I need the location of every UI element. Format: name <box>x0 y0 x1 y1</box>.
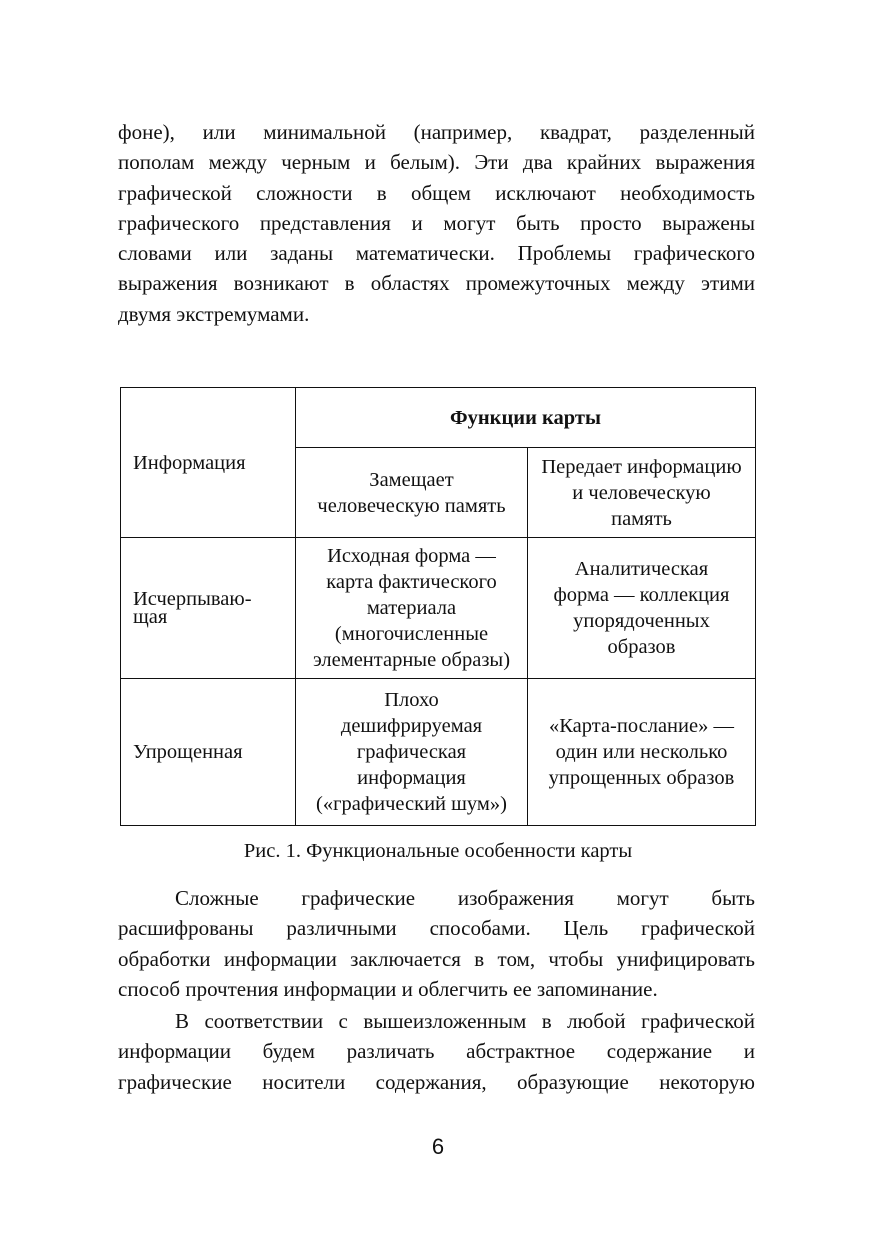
header-cell <box>296 388 756 448</box>
page-number: 6 <box>431 1134 445 1159</box>
column-header-1 <box>296 448 528 538</box>
cell-line: дешифрируемая <box>340 715 483 737</box>
paragraph-1 <box>118 117 755 329</box>
cell-line: один или несколько <box>555 741 728 763</box>
map-functions-table <box>120 387 756 826</box>
cell-line: и человеческую <box>572 481 711 504</box>
text-line: фоне), или минимальной (например, квадрат, разделенный <box>118 120 755 144</box>
cell-line: Передает информацию <box>541 455 742 478</box>
row-label <box>121 538 296 679</box>
text-line: графического представления и могут быть просто выражены <box>118 210 755 235</box>
text-line: способ прочтения информации и облегчить ее запоминание. <box>118 976 658 1001</box>
cell-line: графическая <box>356 741 467 763</box>
cell-line: Замещает <box>369 468 454 491</box>
cell-line: Упрощенная <box>133 741 243 763</box>
text-line: графической сложности в общем исключают необходимость <box>118 180 755 205</box>
table-cell <box>528 679 756 826</box>
cell-line: форма — коллекция <box>553 584 730 606</box>
cell-line: материала <box>366 597 457 619</box>
text-line: Сложные графические изображения могут быть <box>175 886 755 910</box>
row-label <box>121 679 296 826</box>
table-row <box>121 679 756 826</box>
cell-line: (многочисленные <box>334 623 489 645</box>
column-header-2 <box>528 448 756 538</box>
cell-line: упрощенных образов <box>548 767 735 789</box>
cell-line: Плохо <box>384 689 439 711</box>
paragraph-3 <box>118 1006 755 1097</box>
text-line: обработки информации заключается в том, чтобы унифицировать <box>118 946 755 971</box>
cell-line: информация <box>357 767 466 789</box>
cell-line: Исчерпываю- <box>133 588 252 610</box>
cell-line: («графический шум») <box>316 793 507 815</box>
cell-line: память <box>611 507 672 530</box>
table-row <box>121 538 756 679</box>
text-line: В соответствии с вышеизложенным в любой графической <box>175 1009 755 1033</box>
header-label: Функции карты <box>450 406 601 429</box>
corner-label: Информация <box>133 451 246 474</box>
text-line: выражения возникают в областях промежуточных между этими <box>118 271 755 296</box>
paragraph-2 <box>118 883 755 1004</box>
cell-line: элементарные образы) <box>312 649 511 671</box>
text-line: двумя экстремумами. <box>118 301 310 326</box>
cell-line: «Карта-послание» — <box>549 715 734 737</box>
cell-line: Исходная форма — <box>327 545 496 567</box>
table-cell <box>296 538 528 679</box>
text-line: расшифрованы различными способами. Цель графической <box>118 916 755 941</box>
cell-line: щая <box>133 606 168 628</box>
text-line: пополам между черным и белым). Эти два крайних выражения <box>118 150 755 175</box>
cell-line: упорядоченных <box>573 610 710 632</box>
table-cell <box>528 538 756 679</box>
text-line: информации будем различать абстрактное содержание и <box>118 1039 755 1064</box>
cell-line: образов <box>607 636 676 658</box>
corner-cell <box>121 388 296 538</box>
cell-line: Аналитическая <box>574 558 709 580</box>
figure-caption: Рис. 1. Функциональные особенности карты <box>243 840 633 862</box>
cell-line: карта фактического <box>326 571 497 593</box>
cell-line: человеческую память <box>317 494 506 517</box>
table-cell <box>296 679 528 826</box>
text-line: графические носители содержания, образующие некоторую <box>118 1069 755 1094</box>
text-line: словами или заданы математически. Проблемы графического <box>118 241 755 266</box>
